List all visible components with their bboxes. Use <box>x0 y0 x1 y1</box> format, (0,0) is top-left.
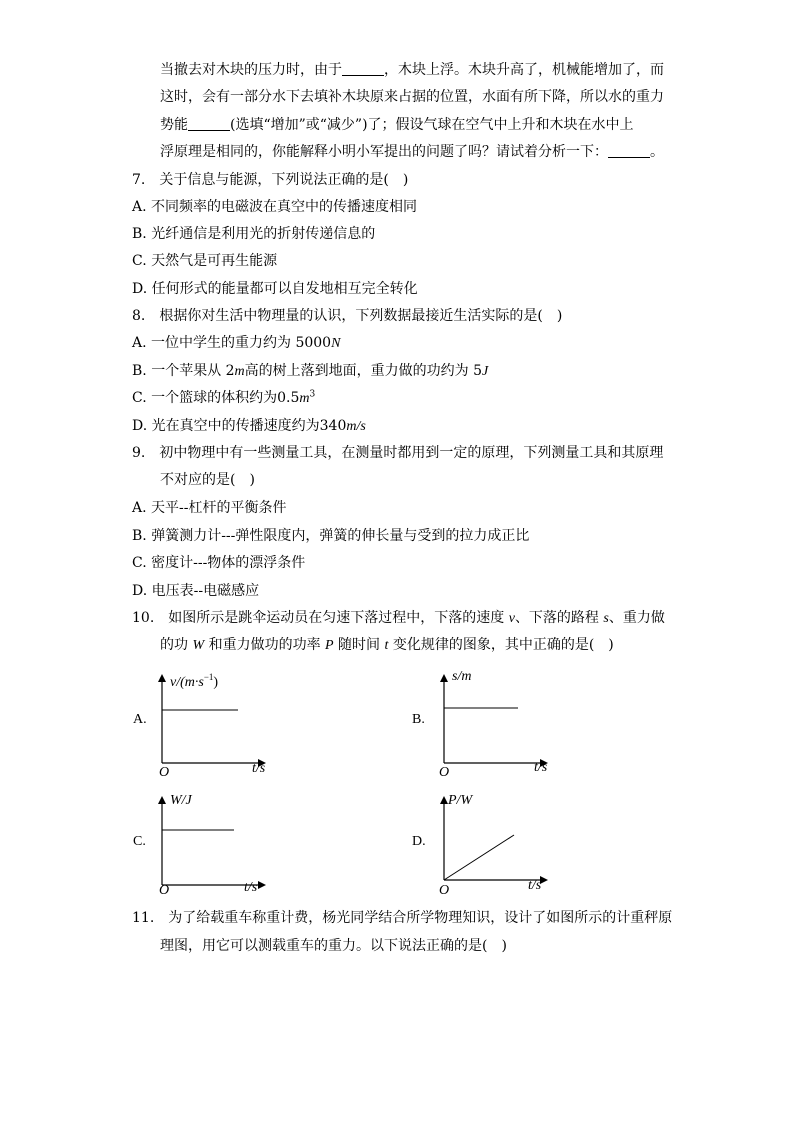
q10-text: 的功 <box>160 637 193 653</box>
q10-text: 、重力做 <box>608 610 665 626</box>
q10-option-b-label[interactable]: B. <box>412 712 425 727</box>
q8-b-unit: J <box>482 364 489 379</box>
q9-stem-line-1: 9. 初中物理中有一些测量工具，在测量时都用到一定的原理，下列测量工具和其原理 <box>132 445 664 461</box>
q6-text: ，木块上浮。木块升高了，机械能增加了，而 <box>384 62 664 78</box>
q6-line-3 <box>160 115 634 135</box>
graph-line <box>444 835 514 880</box>
q11-stem-line-2: 理图，用它可以测载重车的重力。以下说法正确的是( ) <box>160 938 507 954</box>
q9-option-b[interactable]: B. 弹簧测力计---弹性限度内，弹簧的伸长量与受到的拉力成正比 <box>132 528 530 544</box>
q10-var-v: v <box>508 611 515 626</box>
y-axis-label: W/J <box>170 793 192 808</box>
q9-option-c[interactable]: C. 密度计---物体的漂浮条件 <box>132 555 306 571</box>
q7-option-c[interactable]: C. 天然气是可再生能源 <box>132 253 278 269</box>
q8-a-text: A. 一位中学生的重力约为 5000 <box>132 335 332 351</box>
q10-stem-line-1 <box>132 608 665 629</box>
origin-label: O <box>439 765 450 780</box>
y-axis-arrow <box>440 796 448 804</box>
origin-label: O <box>159 883 170 898</box>
x-axis-label: t/s <box>528 878 542 893</box>
q10-var-s: s <box>603 611 609 626</box>
origin-label: O <box>439 883 450 898</box>
q8-b-text: B. 一个苹果从 2 <box>132 363 235 379</box>
q10-graph-a <box>150 668 290 780</box>
origin-label: O <box>159 765 170 780</box>
q10-text: 变化规律的图象，其中正确的是( ) <box>388 637 614 653</box>
q10-var-p: P <box>325 638 334 653</box>
q7-option-d[interactable]: D. 任何形式的能量都可以自发地相互完全转化 <box>132 281 418 297</box>
q8-stem: 8. 根据你对生活中物理量的认识，下列数据最接近生活实际的是( ) <box>132 308 563 324</box>
q8-c-exponent: 3 <box>309 389 316 400</box>
q9-option-a[interactable]: A. 天平--杠杆的平衡条件 <box>132 500 287 516</box>
q10-var-t: t <box>384 638 389 653</box>
q9-stem-line-2: 不对应的是( ) <box>160 472 255 488</box>
y-axis-label: P/W <box>448 793 473 808</box>
q8-c-text: C. 一个篮球的体积约为0.5 <box>132 390 300 406</box>
q10-text: 随时间 <box>333 637 385 653</box>
q6-text: 。 <box>650 144 664 160</box>
q10-graph-b <box>432 668 572 780</box>
q8-d-unit: m/s <box>346 419 366 434</box>
q8-a-unit: N <box>331 336 341 351</box>
q9-option-d[interactable]: D. 电压表--电磁感应 <box>132 583 260 599</box>
q10-stem-line-2 <box>160 635 614 656</box>
q10-text: 和重力做功的功率 <box>204 637 326 653</box>
answer-blank[interactable] <box>188 116 230 131</box>
q8-option-d[interactable] <box>132 416 366 437</box>
answer-blank[interactable] <box>608 143 650 158</box>
q6-line-1 <box>160 60 664 80</box>
q10-option-d-label[interactable]: D. <box>412 834 426 849</box>
q6-text: (选填“增加”或“减少”)了；假设气球在空气中上升和木块在水中上 <box>230 117 634 133</box>
x-axis-arrow <box>258 881 266 889</box>
q7-option-a[interactable]: A. 不同频率的电磁波在真空中的传播速度相同 <box>132 199 418 215</box>
q10-var-w: W <box>192 638 205 653</box>
y-axis-arrow <box>158 674 166 682</box>
q7-stem: 7. 关于信息与能源，下列说法正确的是( ) <box>132 172 409 188</box>
x-axis-label: t/s <box>252 761 266 776</box>
x-axis-label: t/s <box>244 880 258 895</box>
q8-option-b[interactable] <box>132 361 488 382</box>
y-axis-arrow <box>440 674 448 682</box>
q7-option-b[interactable]: B. 光纤通信是利用光的折射传递信息的 <box>132 226 376 242</box>
q6-line-2: 这时，会有一部分水下去填补木块原来占据的位置，水面有所下降，所以水的重力 <box>160 89 664 105</box>
q8-b-text: 高的树上落到地面，重力做的功约为 5 <box>244 363 483 379</box>
answer-blank[interactable] <box>342 61 384 76</box>
x-axis-label: t/s <box>534 760 548 775</box>
q10-graph-c <box>150 790 290 902</box>
y-axis-arrow <box>158 796 166 804</box>
q8-option-a[interactable] <box>132 333 340 354</box>
q10-option-c-label[interactable]: C. <box>133 834 146 849</box>
q8-d-text: D. 光在真空中的传播速度约为340 <box>132 418 347 434</box>
q6-text: 浮原理是相同的，你能解释小明小军提出的问题了吗？请试着分析一下： <box>160 144 608 160</box>
y-axis-label: s/m <box>452 669 472 684</box>
q8-c-unit: m <box>299 391 310 406</box>
q11-stem-line-1: 11. 为了给载重车称重计费，杨光同学结合所学物理知识，设计了如图所示的计重秤原 <box>132 910 673 926</box>
q10-text: 10. 如图所示是跳伞运动员在匀速下落过程中，下落的速度 <box>132 610 509 626</box>
q6-line-4 <box>160 142 664 162</box>
q10-text: 、下落的路程 <box>514 610 604 626</box>
q6-text: 当撤去对木块的压力时，由于 <box>160 62 342 78</box>
y-axis-label: $v/(m\cdot s^{-1})$ <box>170 672 219 690</box>
q8-option-c[interactable] <box>132 388 315 409</box>
q10-graph-d <box>432 790 572 902</box>
q10-option-a-label[interactable]: A. <box>133 712 147 727</box>
q8-b-unit-m: m <box>234 364 245 379</box>
q6-text: 势能 <box>160 117 188 133</box>
